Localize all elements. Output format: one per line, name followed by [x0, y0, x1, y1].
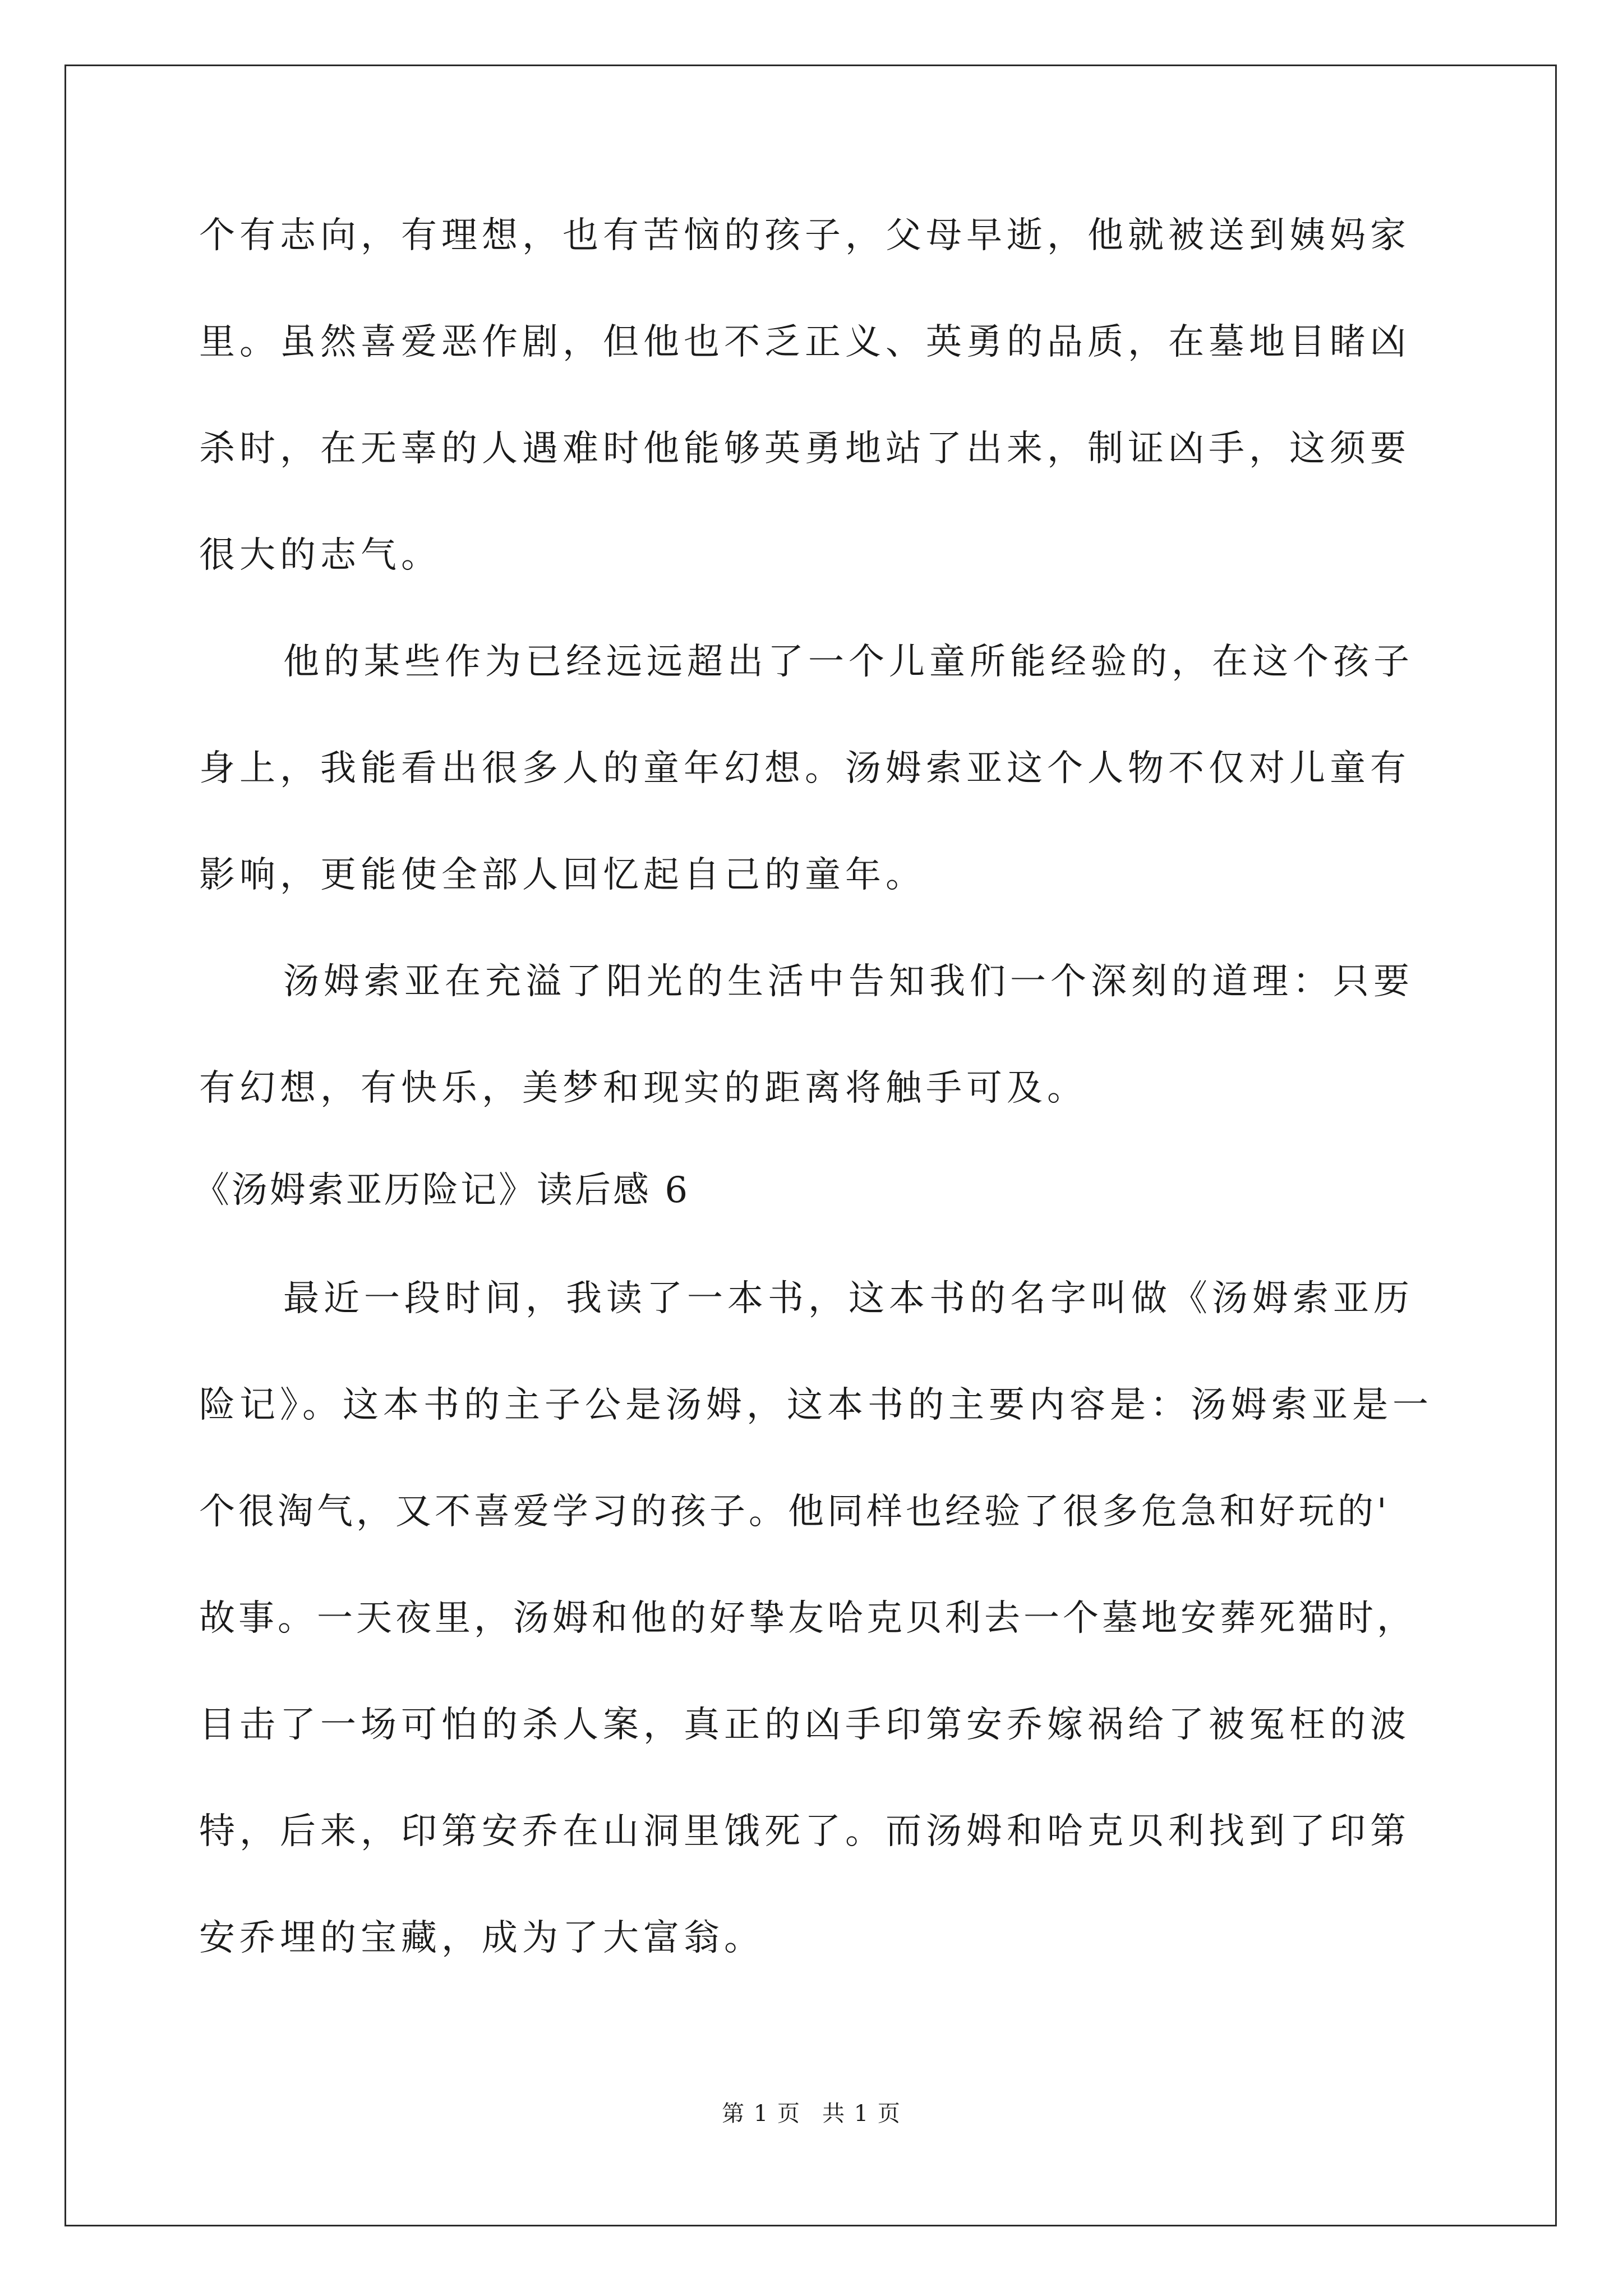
text-line: 杀时，在无辜的人遇难时他能够英勇地站了出来，制证凶手，这须要 — [199, 428, 1410, 470]
total-pages: 共 1 页 — [822, 2101, 901, 2127]
text-line: 有幻想，有快乐，美梦和现实的距离将触手可及。 — [199, 1068, 1087, 1109]
text-line: 他的某些作为已经远远超出了一个儿童所能经验的，在这个孩子 — [283, 641, 1414, 683]
text-line: 个很淘气，又不喜爱学习的孩子。他同样也经验了很多危急和好玩的' — [199, 1491, 1390, 1533]
text-line: 很大的志气。 — [199, 535, 441, 576]
page-border — [64, 65, 1557, 2226]
text-line: 个有志向，有理想，也有苦恼的孩子，父母早逝，他就被送到姨妈家 — [199, 215, 1410, 256]
text-line: 特，后来，印第安乔在山洞里饿死了。而汤姆和哈克贝利找到了印第 — [199, 1811, 1410, 1852]
text-line: 影响，更能使全部人回忆起自己的童年。 — [199, 854, 926, 896]
section-title: 《汤姆索亚历险记》读后感 6 — [193, 1170, 690, 1211]
text-line: 汤姆索亚在充溢了阳光的生活中告知我们一个深刻的道理：只要 — [283, 961, 1414, 1002]
text-line: 里。虽然喜爱恶作剧，但他也不乏正义、英勇的品质，在墓地目睹凶 — [199, 321, 1410, 363]
text-line: 险记》。这本书的主子公是汤姆，这本书的主要内容是：汤姆索亚是一 — [199, 1384, 1433, 1426]
text-line: 身上，我能看出很多人的童年幻想。汤姆索亚这个人物不仅对儿童有 — [199, 748, 1410, 789]
page-number: 第 1 页 — [722, 2101, 801, 2127]
text-line: 安乔埋的宝藏，成为了大富翁。 — [199, 1917, 764, 1959]
text-line: 故事。一天夜里，汤姆和他的好挚友哈克贝利去一个墓地安葬死猫时， — [199, 1598, 1416, 1639]
text-line: 最近一段时间，我读了一本书，这本书的名字叫做《汤姆索亚历 — [283, 1278, 1414, 1319]
page-footer — [0, 2100, 1623, 2128]
text-line: 目击了一场可怕的杀人案，真正的凶手印第安乔嫁祸给了被冤枉的波 — [199, 1704, 1410, 1746]
